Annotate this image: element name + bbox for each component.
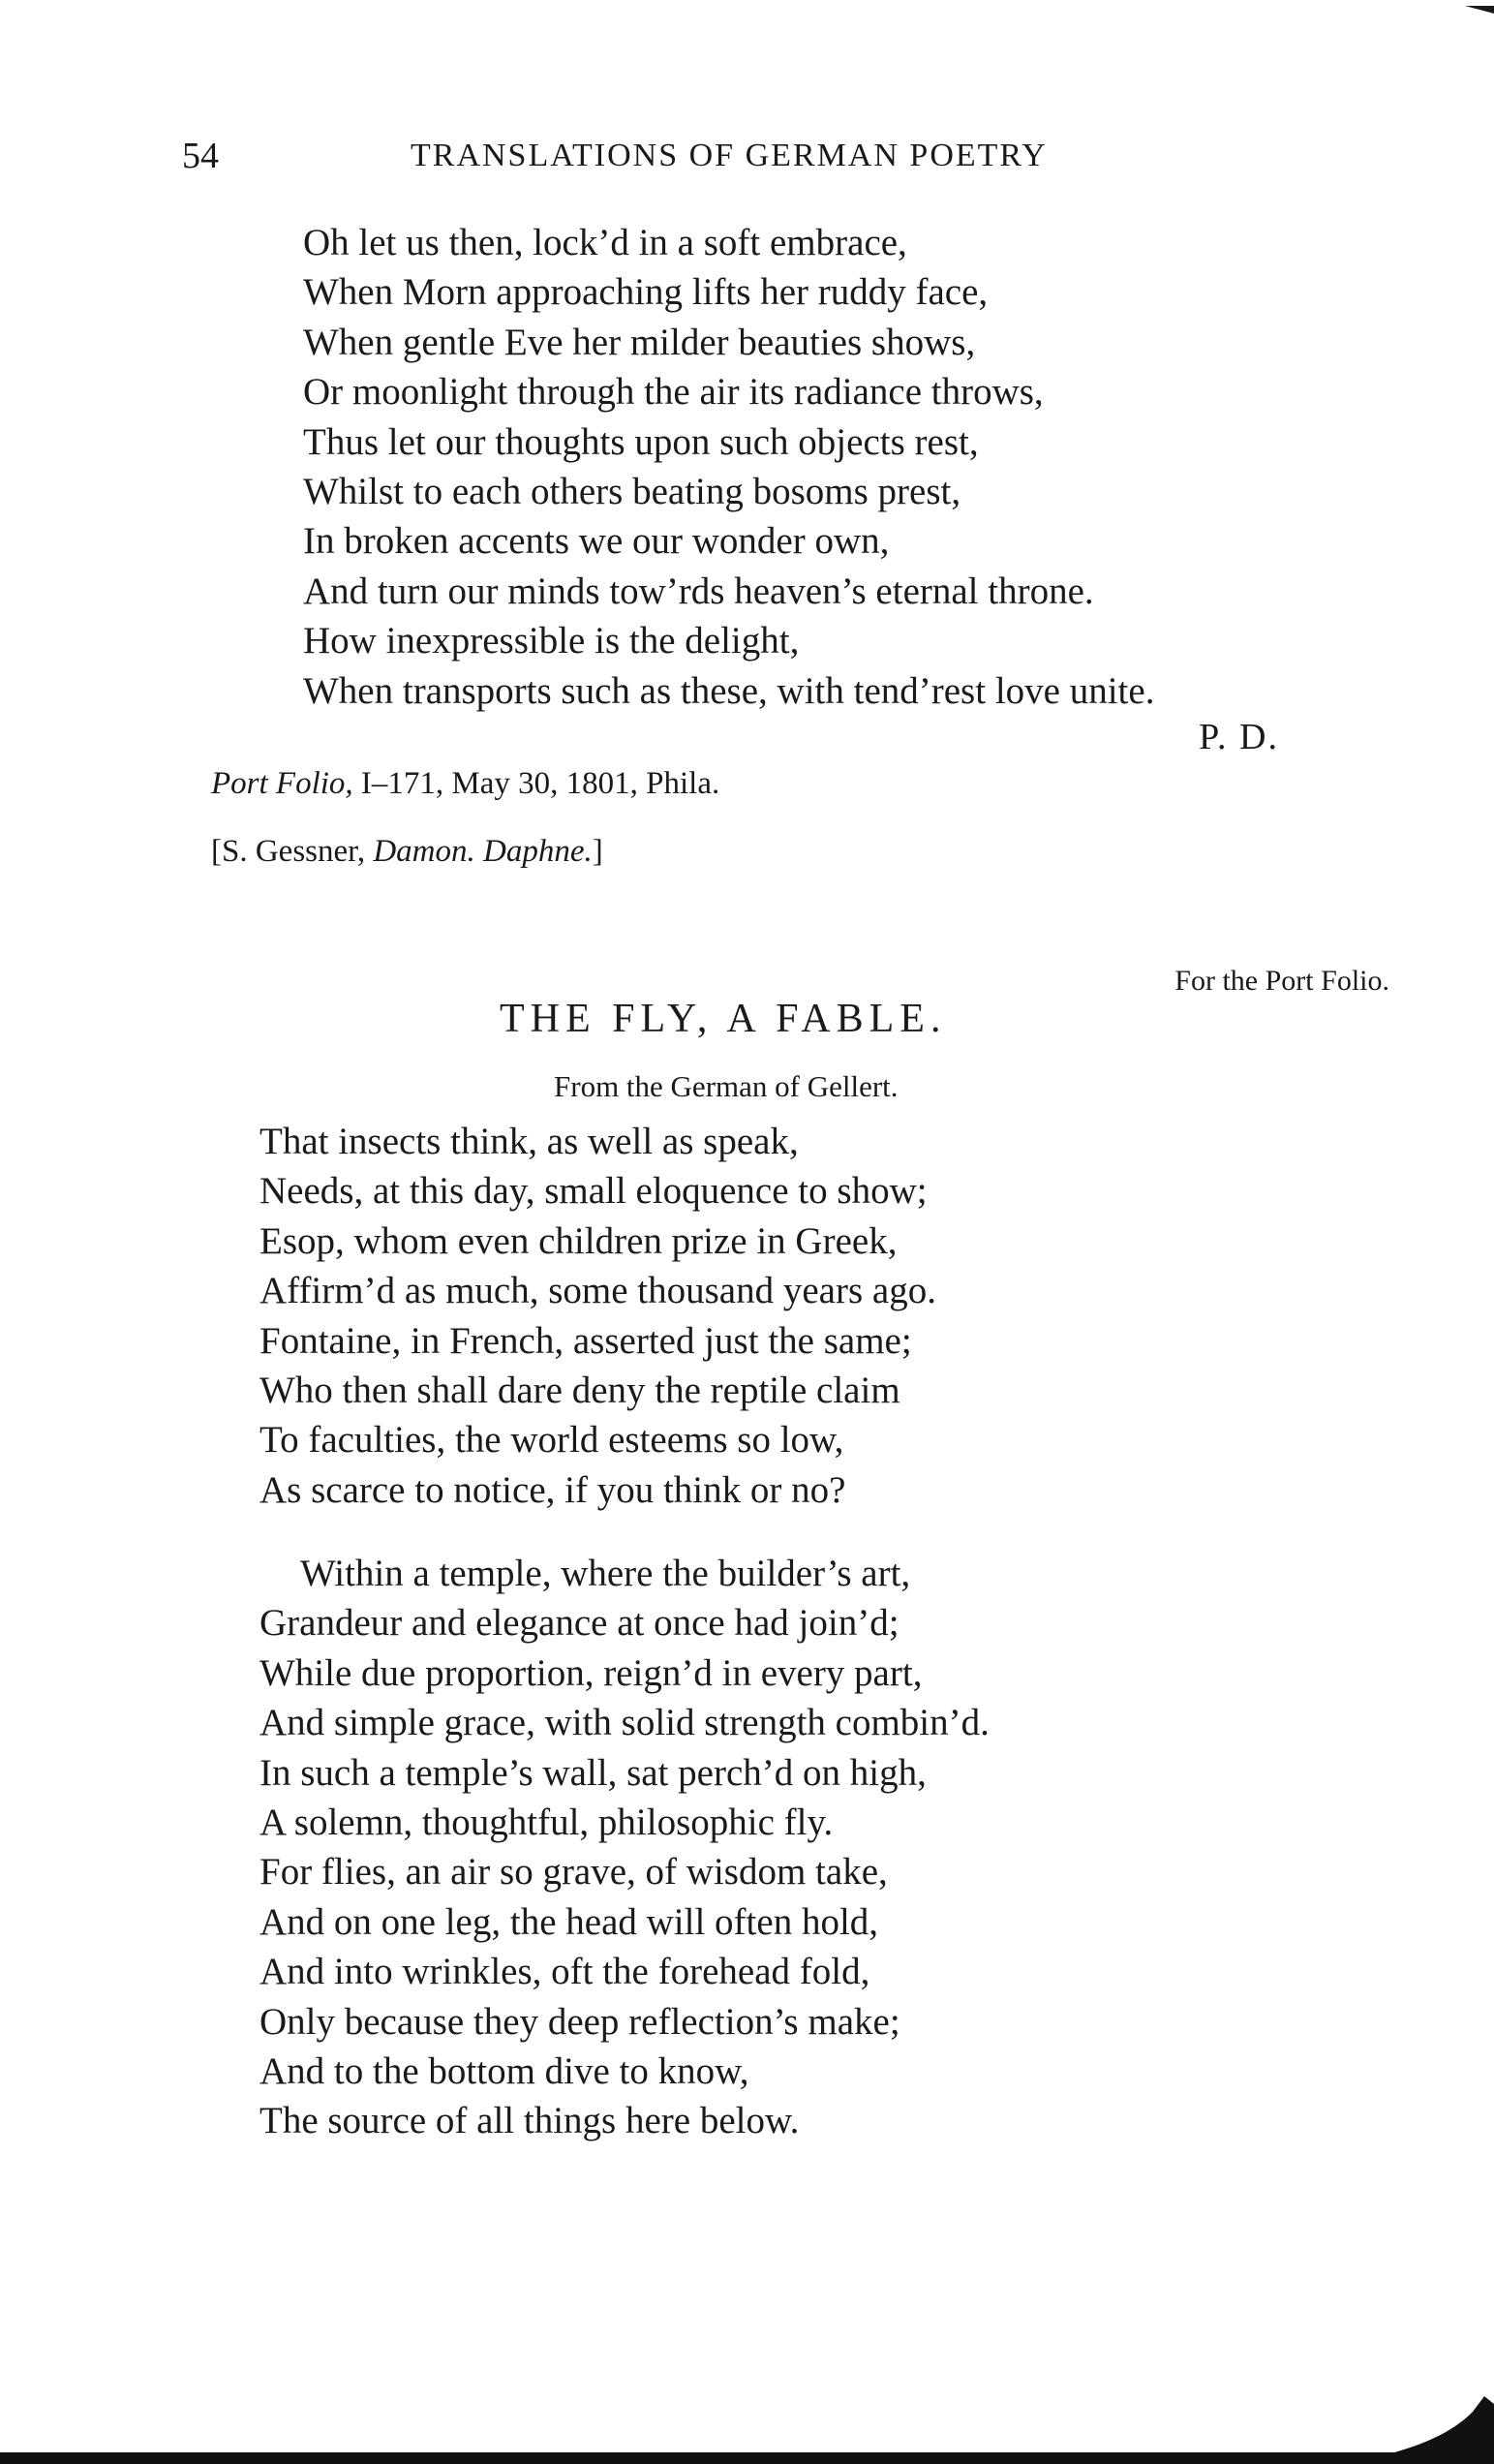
fable-subtitle: From the German of Gellert.: [554, 1069, 899, 1103]
attribution-close: ]: [592, 834, 603, 869]
poem-line: That insects think, as well as speak,: [259, 1121, 799, 1162]
poem-line: When gentle Eve her milder beauties shows,: [303, 321, 976, 363]
attribution: [211, 831, 603, 872]
source-details: I–171, May 30, 1801, Phila.: [360, 766, 720, 801]
corner-mark: [1465, 6, 1494, 14]
publication-note: For the Port Folio.: [1174, 965, 1389, 997]
poem-line: How inexpressible is the delight,: [303, 620, 800, 662]
poem-line: Needs, at this day, small eloquence to show;: [259, 1170, 928, 1213]
poem-line: The source of all things here below.: [259, 2100, 800, 2142]
poem-line: In such a temple’s wall, sat perch’d on high,: [259, 1751, 927, 1794]
attribution-work: Damon. Daphne.: [373, 834, 593, 869]
poem-line: Grandeur and elegance at once had join’d;: [259, 1602, 899, 1645]
poem-line: Affirm’d as much, some thousand years ago.: [259, 1270, 936, 1312]
poem-line: Or moonlight through the air its radiance throws,: [303, 371, 1044, 414]
poem-line: And into wrinkles, oft the forehead fold,: [259, 1951, 870, 1993]
poem-line: And simple grace, with solid strength combin’d.: [259, 1702, 990, 1744]
fable-title: THE FLY, A FABLE.: [500, 997, 947, 1041]
poem-line: When transports such as these, with tend’rest love unite.: [303, 669, 1155, 712]
poem-line: Fontaine, in French, asserted just the same;: [259, 1319, 912, 1362]
page-number: 54: [182, 136, 219, 176]
poem-line: To faculties, the world esteems so low,: [259, 1419, 844, 1462]
poem-line: Esop, whom even children prize in Greek,: [259, 1219, 898, 1262]
poem-line: As scarce to notice, if you think or no?: [259, 1468, 846, 1511]
poem-line: Who then shall dare deny the reptile claim: [259, 1369, 900, 1411]
scan-bottom-edge: [0, 2452, 1494, 2464]
poem-line: And turn our minds tow’rds heaven’s eternal throne.: [303, 570, 1094, 612]
poem-signature: P. D.: [1199, 717, 1279, 757]
fable-stanza-one: [259, 1117, 936, 1515]
poem-line: Oh let us then, lock’d in a soft embrace,: [303, 222, 907, 263]
poem-line: A solemn, thoughtful, philosophic fly.: [259, 1801, 834, 1843]
poem-line: Within a temple, where the builder’s art,: [300, 1553, 911, 1594]
running-title: TRANSLATIONS OF GERMAN POETRY: [411, 138, 1048, 173]
poem-line: Whilst to each others beating bosoms prest,: [303, 470, 961, 512]
poem-line: Only because they deep reflection’s make;: [259, 2000, 900, 2043]
attribution-author: [S. Gessner,: [211, 834, 366, 869]
poem-line: While due proportion, reign’d in every part,: [259, 1651, 923, 1694]
poem-one-stanza: [303, 218, 1154, 716]
poem-line: Thus let our thoughts upon such objects rest,: [303, 420, 979, 463]
poem-line: For flies, an air so grave, of wisdom take,: [259, 1851, 888, 1894]
poem-line: In broken accents we our wonder own,: [303, 520, 890, 563]
poem-line: And to the bottom dive to know,: [259, 2049, 749, 2092]
poem-line: And on one leg, the head will often hold,: [259, 1900, 879, 1943]
poem-line: When Morn approaching lifts her ruddy face,: [303, 271, 989, 314]
fable-stanza-two: [259, 1549, 990, 2146]
source-publication: Port Folio,: [211, 766, 353, 801]
source-citation: [211, 763, 719, 804]
